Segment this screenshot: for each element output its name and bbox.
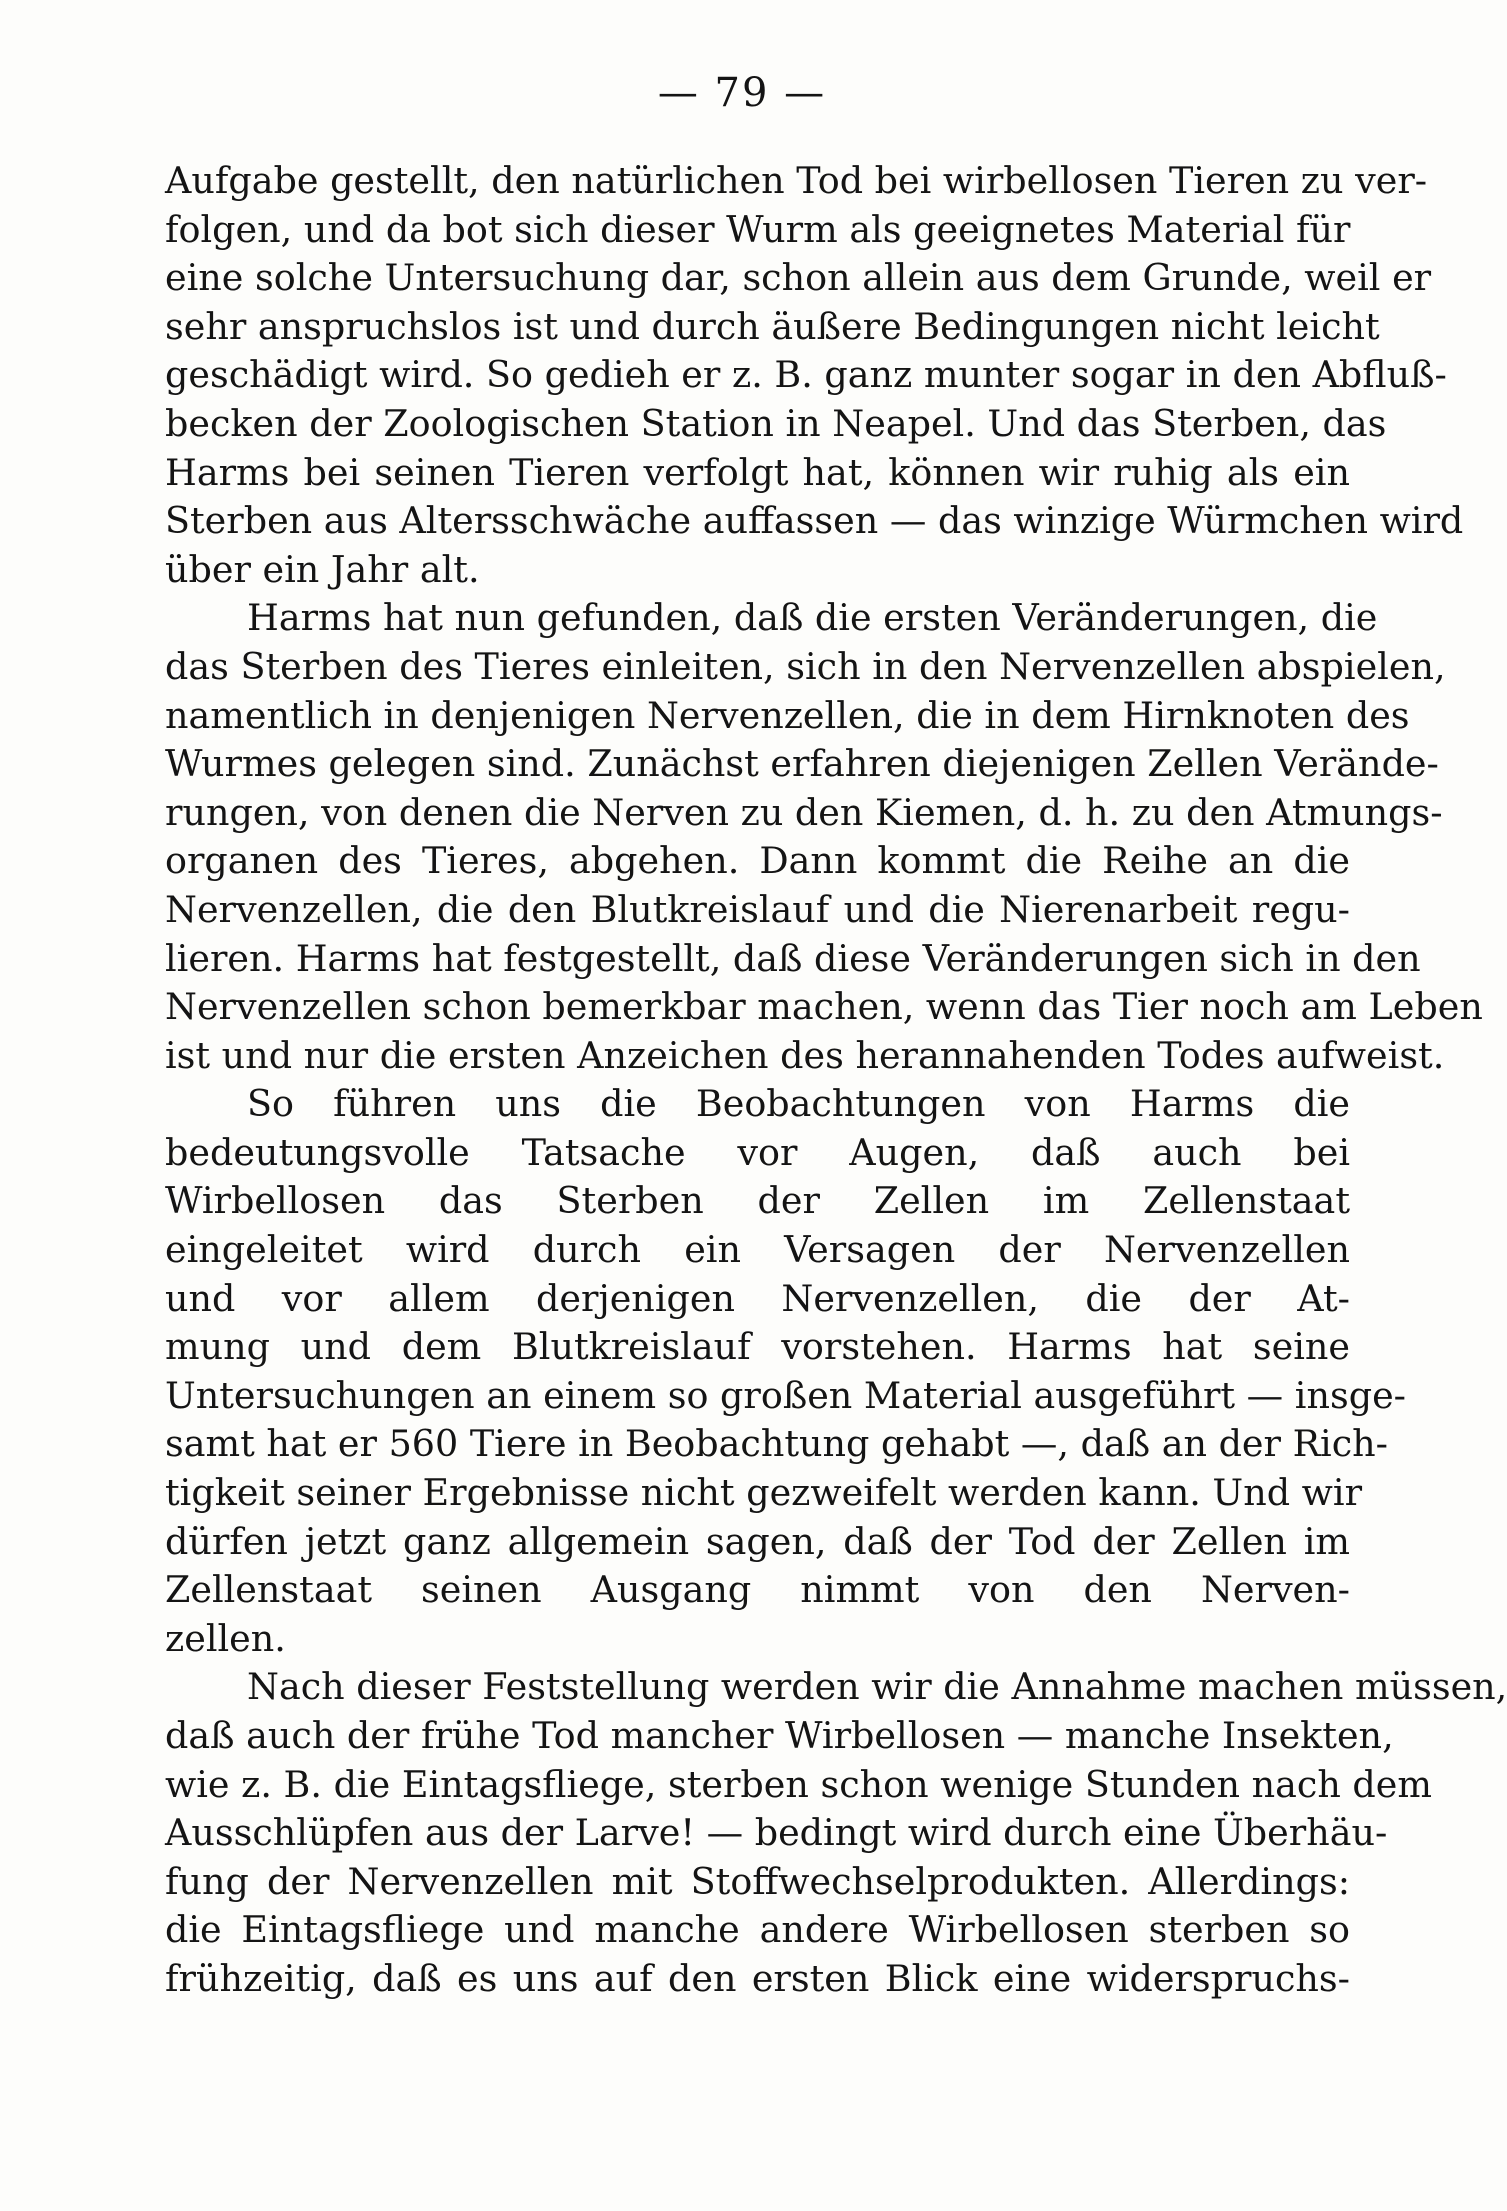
text-line: organen des Tieres, abgehen. Dann kommt die Reihe an die	[165, 839, 1350, 883]
body-text	[165, 157, 1507, 2004]
text-line: über ein Jahr alt.	[165, 547, 480, 591]
text-line: eingeleitet wird durch ein Versagen der Nervenzellen	[165, 1228, 1350, 1272]
text-line: dürfen jetzt ganz allgemein sagen, daß der Tod der Zellen im	[165, 1519, 1350, 1563]
text-line: wie z. B. die Eintagsfliege, sterben schon wenige Stunden nach dem	[165, 1762, 1433, 1806]
text-line: becken der Zoologischen Station in Neapel. Und das Sterben, das	[165, 401, 1387, 445]
text-line: Harms bei seinen Tieren verfolgt hat, können wir ruhig als ein	[165, 450, 1350, 494]
text-line: folgen, und da bot sich dieser Wurm als geeignetes Material für	[165, 207, 1351, 251]
text-line: Aufgabe gestellt, den natürlichen Tod bei wirbellosen Tieren zu ver-	[165, 159, 1428, 202]
text-line: So führen uns die Beobachtungen von Harms die	[247, 1082, 1350, 1126]
text-line: frühzeitig, daß es uns auf den ersten Blick eine widerspruchs-	[165, 1956, 1350, 2000]
text-line: rungen, von denen die Nerven zu den Kiemen, d. h. zu den Atmungs-	[165, 790, 1443, 834]
page-number: — 79 —	[657, 70, 827, 116]
text-line: tigkeit seiner Ergebnisse nicht gezweifelt werden kann. Und wir	[165, 1471, 1363, 1515]
text-line: samt hat er 560 Tiere in Beobachtung gehabt —, daß an der Rich-	[165, 1422, 1389, 1466]
text-line: eine solche Untersuchung dar, schon allein aus dem Grunde, weil er	[165, 256, 1432, 300]
text-line: Ausschlüpfen aus der Larve! — bedingt wird durch eine Überhäu-	[165, 1811, 1388, 1855]
text-line: geschädigt wird. So gedieh er z. B. ganz munter sogar in den Abfluß-	[165, 353, 1447, 397]
text-line: ist und nur die ersten Anzeichen des herannahenden Todes aufweist.	[165, 1033, 1445, 1077]
text-line: und vor allem derjenigen Nervenzellen, die der At-	[165, 1276, 1350, 1320]
text-line: Untersuchungen an einem so großen Material ausgeführt — insge-	[165, 1373, 1406, 1417]
text-line: das Sterben des Tieres einleiten, sich in den Nervenzellen abspielen,	[165, 644, 1446, 688]
text-line: daß auch der frühe Tod mancher Wirbellosen — manche Insekten,	[165, 1714, 1394, 1757]
text-line: Harms hat nun gefunden, daß die ersten Veränderungen, die	[247, 596, 1378, 640]
text-line: bedeutungsvolle Tatsache vor Augen, daß auch bei	[165, 1130, 1350, 1174]
text-line: sehr anspruchslos ist und durch äußere Bedingungen nicht leicht	[165, 304, 1380, 348]
text-line: fung der Nervenzellen mit Stoffwechselprodukten. Allerdings:	[165, 1859, 1350, 1903]
text-line: Wurmes gelegen sind. Zunächst erfahren diejenigen Zellen Verände-	[165, 742, 1439, 786]
text-line: namentlich in denjenigen Nervenzellen, die in dem Hirnknoten des	[165, 693, 1410, 737]
text-line: Sterben aus Altersschwäche auffassen — das winzige Würmchen wird	[165, 499, 1464, 543]
text-line: lieren. Harms hat festgestellt, daß diese Veränderungen sich in den	[165, 936, 1421, 980]
text-line: mung und dem Blutkreislauf vorstehen. Harms hat seine	[165, 1325, 1350, 1369]
text-line: Zellenstaat seinen Ausgang nimmt von den Nerven-	[165, 1568, 1350, 1612]
text-line: Wirbellosen das Sterben der Zellen im Zellenstaat	[165, 1179, 1350, 1223]
text-line: zellen.	[165, 1616, 286, 1660]
text-line: Nervenzellen schon bemerkbar machen, wenn das Tier noch am Leben	[165, 985, 1483, 1029]
text-line: Nervenzellen, die den Blutkreislauf und die Nierenarbeit regu-	[165, 887, 1350, 931]
text-line: Nach dieser Feststellung werden wir die Annahme machen müssen,	[247, 1665, 1507, 1709]
text-line: die Eintagsfliege und manche andere Wirbellosen sterben so	[165, 1908, 1350, 1952]
